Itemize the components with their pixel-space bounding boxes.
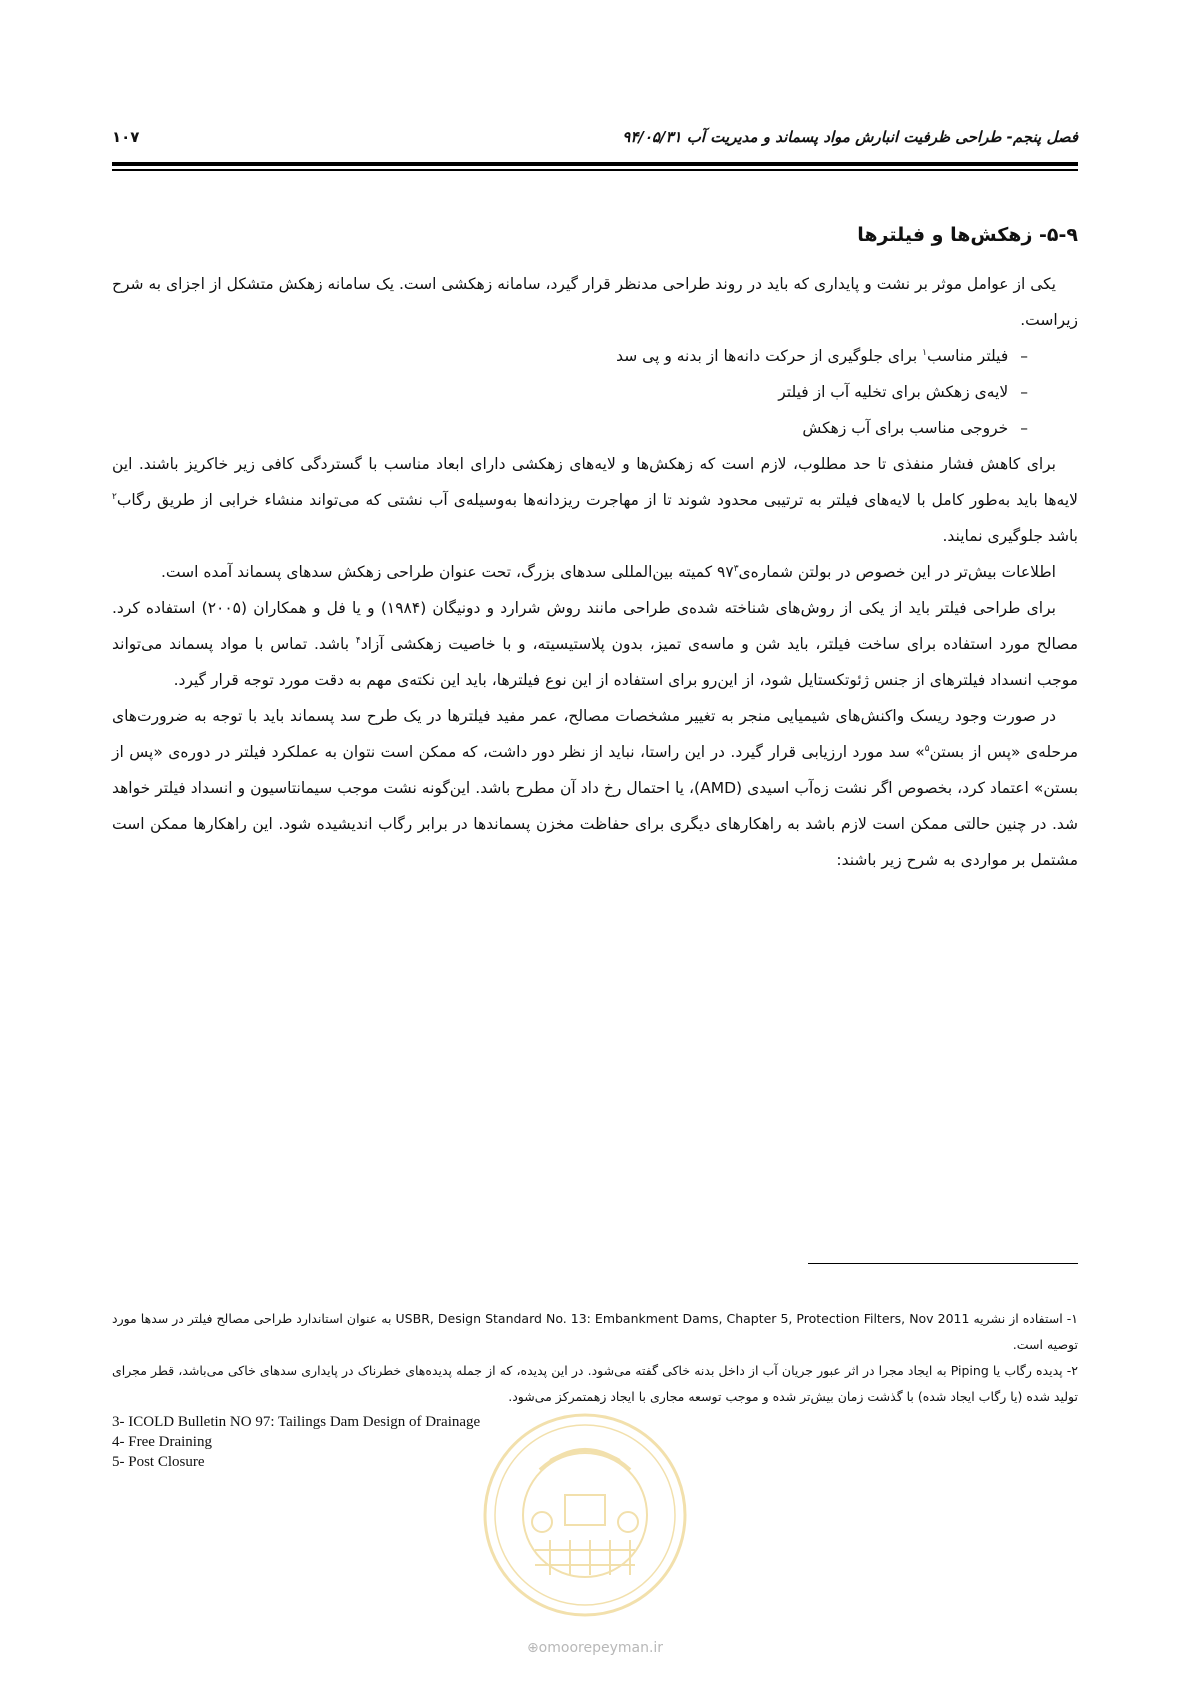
footnote-ref: ۵ — [924, 743, 930, 754]
footnote-ref: ۳ — [733, 563, 739, 574]
site-text: omoorepeyman.ir — [538, 1640, 664, 1656]
list-item — [112, 410, 1028, 446]
footnote-3: 3- ICOLD Bulletin NO 97: Tailings Dam Design of Drainage — [112, 1414, 481, 1430]
body-paragraph — [112, 698, 1078, 878]
footnote-2: ۲- پدیده رگاب یا Piping به ایجاد مجرا در اثر عبور جریان آب از داخل بدنه خاکی گفته می‌شود. در این پدیده، که از جمله پدیده‌های خطرناک در پایداری سدهای خاکی می‌باشد، قطر مجرای تولید شده (یا رگاب ایجاد شده) با گذشت زمان بیش‌تر شده و موجب توسعه مجاری با ایجاد زهمتمرکز می‌شود. — [112, 1363, 1078, 1404]
footnote-5: 5- Post Closure — [112, 1454, 205, 1470]
paragraph-text: باشد. تماس با مواد پسماند می‌تواند موجب انسداد فیلترهای از جنس ژئوتکستایل شود، از این‌رو برای استفاده از این نوع فیلترها، باید این نکته‌ی مهم به دقت مورد توجه قرار گیرد. — [112, 635, 1078, 689]
paragraph-text: » سد مورد ارزیابی قرار گیرد. در این راستا، نباید از نظر دور داشت، که ممکن است نتوان به عملکرد فیلتر در دوره‌ی «پس از بستن» اعتماد کرد، بخصوص اگر نشت زه‌آب اسیدی (AMD)، یا احتمال رخ داد آن مطرح باشد. این‌گونه نشت موجب سیمانتاسیون و انسداد فیلتر خواهد شد. در چنین حالتی ممکن است لازم باشد به راهکارهای دیگری برای حفاظت مخزن پسماندها در برابر رگاب اندیشیده شود. این راهکارها ممکن است مشتمل بر مواردی به شرح زیر باشند: — [112, 743, 1079, 869]
list-item-text: خروجی مناسب برای آب زهکش — [802, 419, 1009, 437]
watermark-site-label — [0, 1640, 1190, 1656]
dash-marker: – — [1020, 347, 1028, 365]
paragraph-text: برای کاهش فشار منفذی تا حد مطلوب، لازم است که زهکش‌ها و لایه‌های زهکشی دارای ابعاد مناسب با گستردگی کافی زیر خاکریز باشند. این لایه‌ها باید به‌طور کامل با لایه‌های فیلتر به ترتیبی محدود شوند تا از مهاجرت ریزدانه‌ها به‌وسیله‌ی آب نشتی که می‌تواند منشاء خرابی از طریق رگاب — [112, 455, 1078, 509]
paragraph-text: باشد جلوگیری نمایند. — [942, 527, 1078, 545]
list-item-rest: برای جلوگیری از حرکت دانه‌ها از بدنه و پی سد — [616, 347, 923, 365]
list-item-text: فیلتر مناسب — [926, 347, 1009, 365]
running-header — [112, 128, 1078, 158]
body-paragraph — [112, 446, 1078, 554]
header-rule-thick — [112, 162, 1078, 166]
page-number: ۱۰۷ — [112, 128, 140, 146]
header-title: فصل پنجم- طراحی ظرفیت انبارش مواد پسماند و مدیریت آب ۹۴/۰۵/۳۱ — [622, 128, 1078, 146]
footnote-ref: ۴ — [355, 635, 361, 646]
list-item — [112, 374, 1028, 410]
footnote-1: ۱- استفاده از نشریه USBR, Design Standard No. 13: Embankment Dams, Chapter 5, Protection Filters, Nov 2011 به عنوان استاندارد طراحی مصالح فیلتر در سدها مورد توصیه است. — [112, 1311, 1078, 1352]
list-item-text: لایه‌ی زهکش برای تخلیه آب از فیلتر — [778, 383, 1009, 401]
footnote-separator — [808, 1263, 1078, 1264]
intro-paragraph: یکی از عوامل موثر بر نشت و پایداری که باید در روند طراحی مدنظر قرار گیرد، سامانه زهکشی است. یک سامانه زهکش متشکل از اجزای به شرح زیراست. — [112, 275, 1078, 329]
dash-marker: – — [1020, 383, 1028, 401]
body-paragraph — [112, 554, 1078, 590]
footnote-ref: ۱ — [922, 347, 927, 358]
header-rule-thin — [112, 169, 1078, 171]
paragraph-text: اطلاعات بیش‌تر در این خصوص در بولتن شماره‌ی۹۷ — [717, 563, 1056, 581]
globe-icon: ⊕ — [526, 1640, 539, 1656]
dash-marker: – — [1020, 419, 1028, 437]
paragraph-text: کمیته بین‌المللی سدهای بزرگ، تحت عنوان طراحی زهکش سدهای پسماند آمده است. — [160, 563, 718, 581]
main-content — [112, 218, 1078, 878]
section-heading: ۵-۹- زهکش‌ها و فیلترها — [857, 224, 1078, 246]
paragraph-text: برای طراحی فیلتر باید از یکی از روش‌های شناخته شده‌ی طراحی مانند روش شرارد و دونیگان (۱۹۸۴) و یا فل و همکاران (۲۰۰۵) استفاده کرد. مصالح مورد استفاده برای ساخت فیلتر، باید شن و ماسه‌ی تمیز، بدون پلاستیسیته، و با خاصیت زهکشی آزاد — [112, 599, 1079, 653]
component-list — [112, 338, 1078, 446]
paragraph-text: در صورت وجود ریسک واکنش‌های شیمیایی منجر به تغییر مشخصات مصالح، عمر مفید فیلترها در یک طرح سد پسماند باید با توجه به ضرورت‌های مرحله‌ی «پس از بستن — [112, 707, 1078, 761]
body-paragraph — [112, 590, 1078, 698]
seal-logo-icon — [480, 1410, 690, 1620]
list-item — [112, 338, 1028, 374]
footnote-ref: ۲ — [112, 491, 117, 502]
footnote-4: 4- Free Draining — [112, 1434, 212, 1450]
